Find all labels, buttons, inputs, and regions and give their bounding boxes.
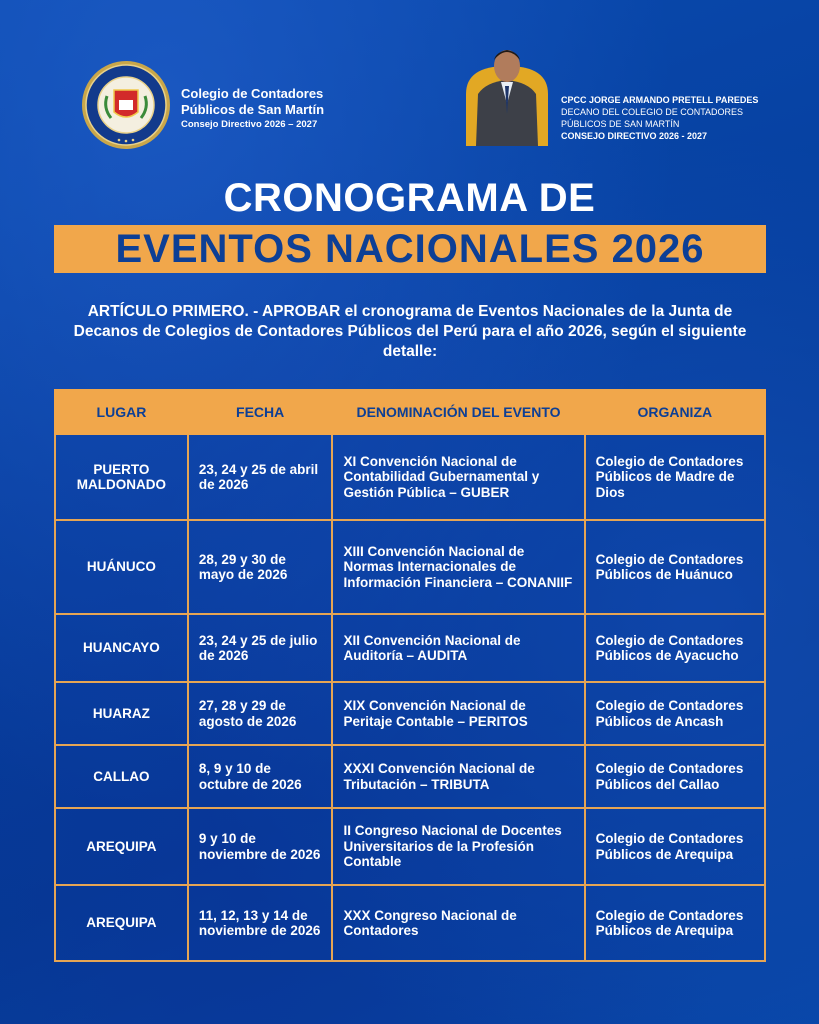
- dean-role-line2: PÚBLICOS DE SAN MARTÍN: [561, 119, 680, 129]
- org-name-line2: Públicos de San Martín: [181, 102, 325, 117]
- table-row: [55, 745, 765, 808]
- title-band: [54, 225, 766, 273]
- table-row: [55, 885, 765, 961]
- title-line2: EVENTOS NACIONALES 2026: [115, 226, 705, 271]
- cell-evento: XXXI Convención Nacional de Tributación – TRIBUTA: [332, 745, 584, 808]
- table-row: [55, 520, 765, 614]
- intro-body: el cronograma de Eventos Nacionales de la Junta de Decanos de Colegios de Contadores Públicos del Perú para el año 2026, según el siguiente detalle:: [73, 303, 747, 360]
- header-evento: DENOMINACIÓN DEL EVENTO: [332, 390, 584, 434]
- cell-fecha: 27, 28 y 29 de agosto de 2026: [188, 682, 333, 745]
- dean-block: [561, 94, 758, 142]
- table-row: [55, 682, 765, 745]
- cell-lugar: AREQUIPA: [55, 808, 188, 885]
- cell-fecha: 9 y 10 de noviembre de 2026: [188, 808, 333, 885]
- cell-organiza: Colegio de Contadores Públicos de Ancash: [585, 682, 765, 745]
- cell-organiza: Colegio de Contadores Públicos de Madre de Dios: [585, 434, 765, 520]
- cell-lugar: PUERTO MALDONADO: [55, 434, 188, 520]
- title-line1: CRONOGRAMA DE: [223, 176, 596, 220]
- dean-portrait: [466, 44, 548, 146]
- dean-council: CONSEJO DIRECTIVO 2026 - 2027: [561, 131, 708, 141]
- cell-lugar: HUANCAYO: [55, 614, 188, 682]
- header-organiza: ORGANIZA: [585, 390, 765, 434]
- org-council: Consejo Directivo 2026 – 2027: [181, 119, 318, 130]
- table-row: [55, 614, 765, 682]
- organization-block: [181, 86, 324, 130]
- cell-lugar: AREQUIPA: [55, 885, 188, 961]
- cell-evento: XI Convención Nacional de Contabilidad Gubernamental y Gestión Pública – GUBER: [332, 434, 584, 520]
- cell-organiza: Colegio de Contadores Públicos de Ayacucho: [585, 614, 765, 682]
- cell-lugar: HUARAZ: [55, 682, 188, 745]
- dean-role-line1: DECANO DEL COLEGIO DE CONTADORES: [561, 107, 744, 117]
- header-lugar: LUGAR: [55, 390, 188, 434]
- cell-organiza: Colegio de Contadores Públicos de Arequipa: [585, 885, 765, 961]
- events-table: [54, 389, 766, 962]
- college-seal-logo: [81, 60, 171, 150]
- cell-organiza: Colegio de Contadores Públicos del Callao: [585, 745, 765, 808]
- cell-fecha: 23, 24 y 25 de julio de 2026: [188, 614, 333, 682]
- cell-organiza: Colegio de Contadores Públicos de Arequipa: [585, 808, 765, 885]
- cell-fecha: 11, 12, 13 y 14 de noviembre de 2026: [188, 885, 333, 961]
- cell-evento: II Congreso Nacional de Docentes Universitarios de la Profesión Contable: [332, 808, 584, 885]
- org-name-line1: Colegio de Contadores: [181, 86, 324, 101]
- table-row: [55, 434, 765, 520]
- table-header-row: [55, 390, 765, 434]
- cell-lugar: HUÁNUCO: [55, 520, 188, 614]
- cell-fecha: 23, 24 y 25 de abril de 2026: [188, 434, 333, 520]
- cell-evento: XXX Congreso Nacional de Contadores: [332, 885, 584, 961]
- header-fecha: FECHA: [188, 390, 333, 434]
- cell-evento: XIX Convención Nacional de Peritaje Contable – PERITOS: [332, 682, 584, 745]
- cell-evento: XII Convención Nacional de Auditoría – AUDITA: [332, 614, 584, 682]
- dean-name: CPCC JORGE ARMANDO PRETELL PAREDES: [561, 95, 759, 105]
- cell-lugar: CALLAO: [55, 745, 188, 808]
- cell-organiza: Colegio de Contadores Públicos de Huánuco: [585, 520, 765, 614]
- cell-fecha: 28, 29 y 30 de mayo de 2026: [188, 520, 333, 614]
- cell-evento: XIII Convención Nacional de Normas Internacionales de Información Financiera – CONANIIF: [332, 520, 584, 614]
- cell-fecha: 8, 9 y 10 de octubre de 2026: [188, 745, 333, 808]
- intro-paragraph: [54, 302, 766, 362]
- intro-lead: ARTÍCULO PRIMERO. - APROBAR: [87, 303, 341, 320]
- table-row: [55, 808, 765, 885]
